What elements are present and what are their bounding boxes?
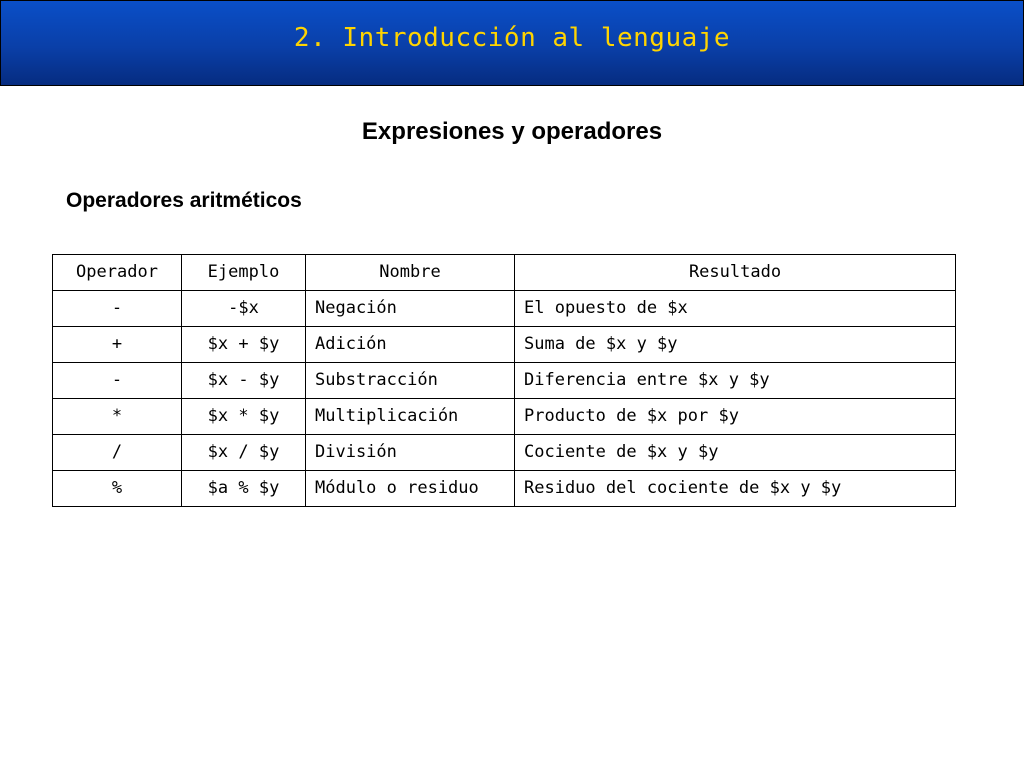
cell-nombre: División: [306, 435, 515, 471]
cell-nombre: Substracción: [306, 363, 515, 399]
cell-ejemplo: $x / $y: [182, 435, 306, 471]
table-row: [53, 435, 956, 471]
column-header-nombre: Nombre: [306, 255, 515, 291]
cell-ejemplo: $x - $y: [182, 363, 306, 399]
cell-nombre: Adición: [306, 327, 515, 363]
column-header-resultado: Resultado: [515, 255, 956, 291]
page-subtitle: Expresiones y operadores: [361, 118, 663, 145]
cell-operador: -: [53, 363, 182, 399]
cell-resultado: Diferencia entre $x y $y: [515, 363, 956, 399]
table-row: [53, 291, 956, 327]
slide-header: [0, 0, 1024, 86]
column-header-operador: Operador: [53, 255, 182, 291]
cell-resultado: Producto de $x por $y: [515, 399, 956, 435]
column-header-ejemplo: Ejemplo: [182, 255, 306, 291]
cell-ejemplo: $a % $y: [182, 471, 306, 507]
cell-operador: -: [53, 291, 182, 327]
cell-resultado: Residuo del cociente de $x y $y: [515, 471, 956, 507]
table-header-row: [53, 255, 956, 291]
table-row: [53, 471, 956, 507]
cell-operador: *: [53, 399, 182, 435]
cell-operador: +: [53, 327, 182, 363]
cell-nombre: Multiplicación: [306, 399, 515, 435]
cell-resultado: Cociente de $x y $y: [515, 435, 956, 471]
slide-title: 2. Introducción al lenguaje: [293, 23, 731, 53]
cell-nombre: Módulo o residuo: [306, 471, 515, 507]
cell-ejemplo: $x * $y: [182, 399, 306, 435]
cell-resultado: Suma de $x y $y: [515, 327, 956, 363]
cell-operador: %: [53, 471, 182, 507]
cell-ejemplo: -$x: [182, 291, 306, 327]
operators-table: [52, 254, 956, 507]
table-row: [53, 363, 956, 399]
section-title: Operadores aritméticos: [66, 189, 302, 212]
cell-resultado: El opuesto de $x: [515, 291, 956, 327]
cell-operador: /: [53, 435, 182, 471]
cell-ejemplo: $x + $y: [182, 327, 306, 363]
table-row: [53, 399, 956, 435]
cell-nombre: Negación: [306, 291, 515, 327]
table-row: [53, 327, 956, 363]
